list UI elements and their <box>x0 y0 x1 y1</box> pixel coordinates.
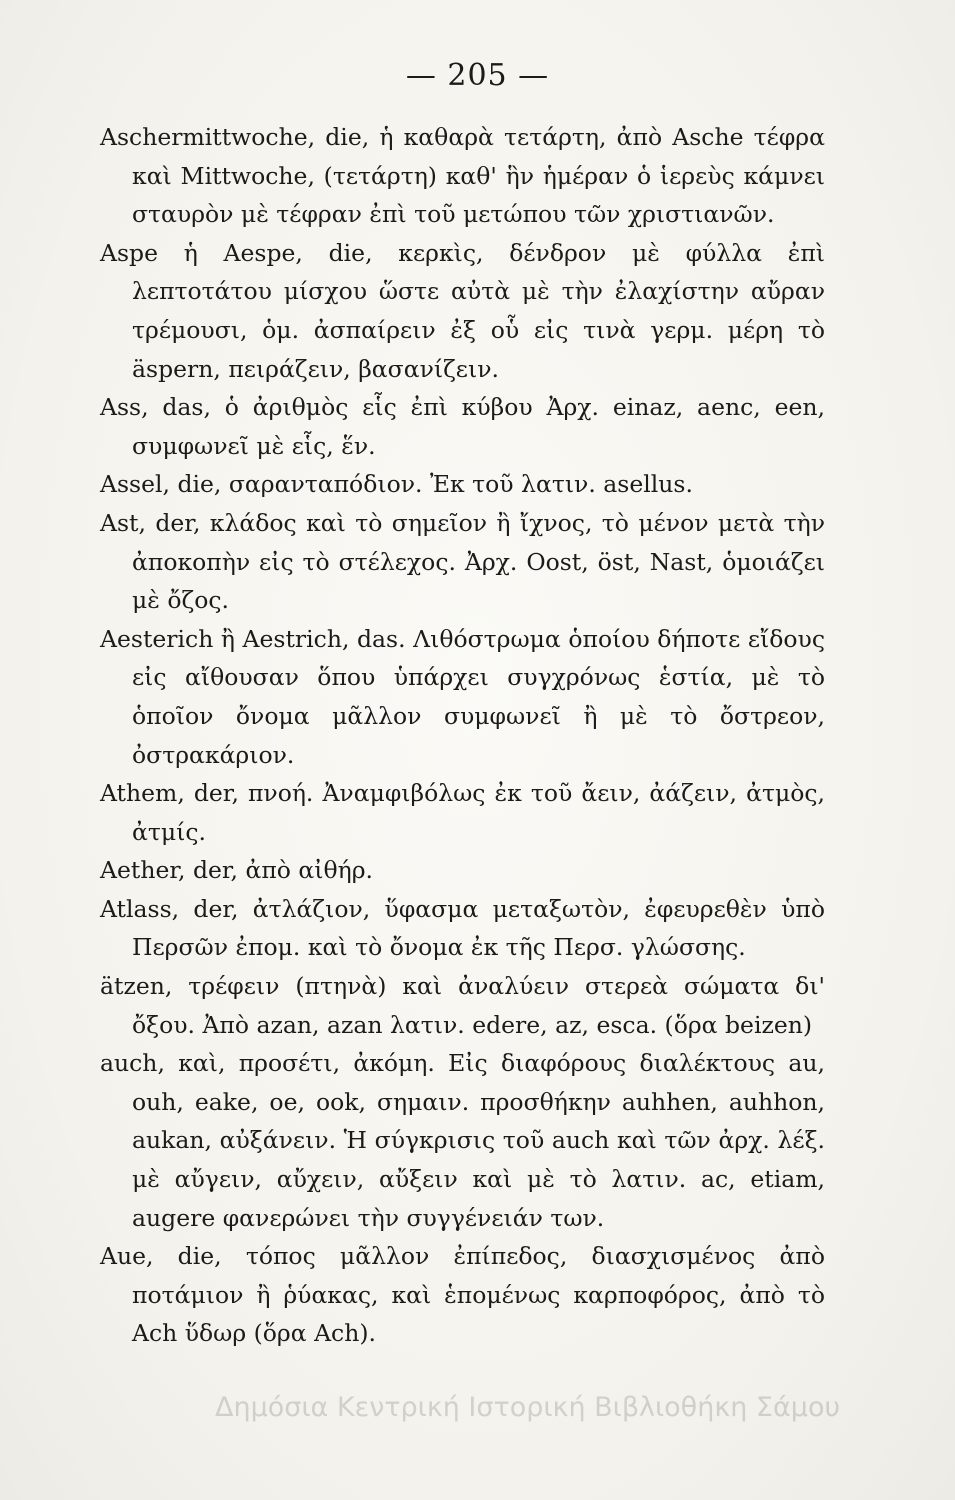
library-watermark: Δημόσια Κεντρική Ιστορική Βιβλιοθήκη Σάμου <box>215 1392 841 1423</box>
entry-assel: Assel, die, σαρανταπόδιον. Ἐκ τοῦ λατιν. asellus. <box>100 470 693 499</box>
entry-aschermittwoche: Aschermittwoche, die, ἡ καθαρὰ τετάρτη, ἀπὸ Asche τέφρα καὶ Mittwoche, (τετάρτη) καθ' ἣν ἡμέραν ὁ ἱερεὺς κάμνει σταυρὸν μὲ τέφραν ἐπὶ τοῦ μετώπου τῶν χριστιανῶν. <box>100 123 825 229</box>
page-number: — 205 — <box>405 58 550 93</box>
entry-aspe: Aspe ἡ Aespe, die, κερκὶς, δένδρον μὲ φύλλα ἐπὶ λεπτοτάτου μίσχου ὥστε αὐτὰ μὲ τὴν ἐλαχίστην αὔραν τρέμουσι, ὁμ. ἀσπαίρειν ἐξ οὗ εἰς τινὰ γερμ. μέρη τὸ äspern, πειράζειν, βασανίζειν. <box>100 238 825 383</box>
entry-aether: Aether, der, ἀπὸ αἰθήρ. <box>100 856 374 885</box>
entry-athem: Athem, der, πνοή. Ἀναμφιβόλως ἐκ τοῦ ἄειν, ἀάζειν, ἀτμὸς, ἀτμίς. <box>100 779 825 846</box>
entry-ast: Ast, der, κλάδος καὶ τὸ σημεῖον ἢ ἴχνος, τὸ μένον μετὰ τὴν ἀποκοπὴν εἰς τὸ στέλεχος. Ἀρχ. Oost, öst, Nast, ὁμοιάζει μὲ ὄζος. <box>100 508 825 615</box>
entry-aesterich: Aesterich ἢ Aestrich, das. Λιθόστρωμα ὁποίου δήποτε εἴδους εἰς αἴθουσαν ὅπου ὑπάρχει συγχρόνως ἑστία, μὲ τὸ ὁποῖον ὄνομα μᾶλλον συμφωνεῖ ἢ μὲ τὸ ὄστρεον, ὀστρακάριον. <box>100 624 825 769</box>
entry-atzen: ätzen, τρέφειν (πτηνὰ) καὶ ἀναλύειν στερεὰ σώματα δι' ὄξου. Ἀπὸ azan, azan λατιν. edere, az, esca. (ὅρα beizen) <box>100 972 825 1039</box>
entry-atlass: Atlass, der, ἀτλάζιον, ὕφασμα μεταξωτὸν, ἐφευρεθὲν ὑπὸ Περσῶν ἐπομ. καὶ τὸ ὄνομα ἐκ τῆς Περσ. γλώσσης. <box>100 894 825 962</box>
entry-ass: Ass, das, ὁ ἀριθμὸς εἷς ἐπὶ κύβου Ἀρχ. einaz, aenc, een, συμφωνεῖ μὲ εἷς, ἕν. <box>100 393 825 460</box>
entry-auch: auch, καὶ, προσέτι, ἀκόμη. Εἰς διαφόρους διαλέκτους au, ouh, eake, oe, ook, σημαιν. προσθήκην auhhen, auhhon, aukan, αὐξάνειν. Ἡ σύγκρισις τοῦ auch καὶ τῶν ἀρχ. λέξ. μὲ αὔγειν, αὔχειν, αὔξειν καὶ μὲ τὸ λατιν. ac, etiam, augere φανερώνει τὴν συγγένειάν των. <box>100 1049 825 1232</box>
dictionary-entries <box>100 118 825 1353</box>
entry-aue: Aue, die, τόπος μᾶλλον ἐπίπεδος, διασχισμένος ἀπὸ ποτάμιον ἢ ῥύακας, καὶ ἑπομένως καρποφόρος, ἀπὸ τὸ Ach ὕδωρ (ὅρα Ach). <box>100 1242 825 1348</box>
